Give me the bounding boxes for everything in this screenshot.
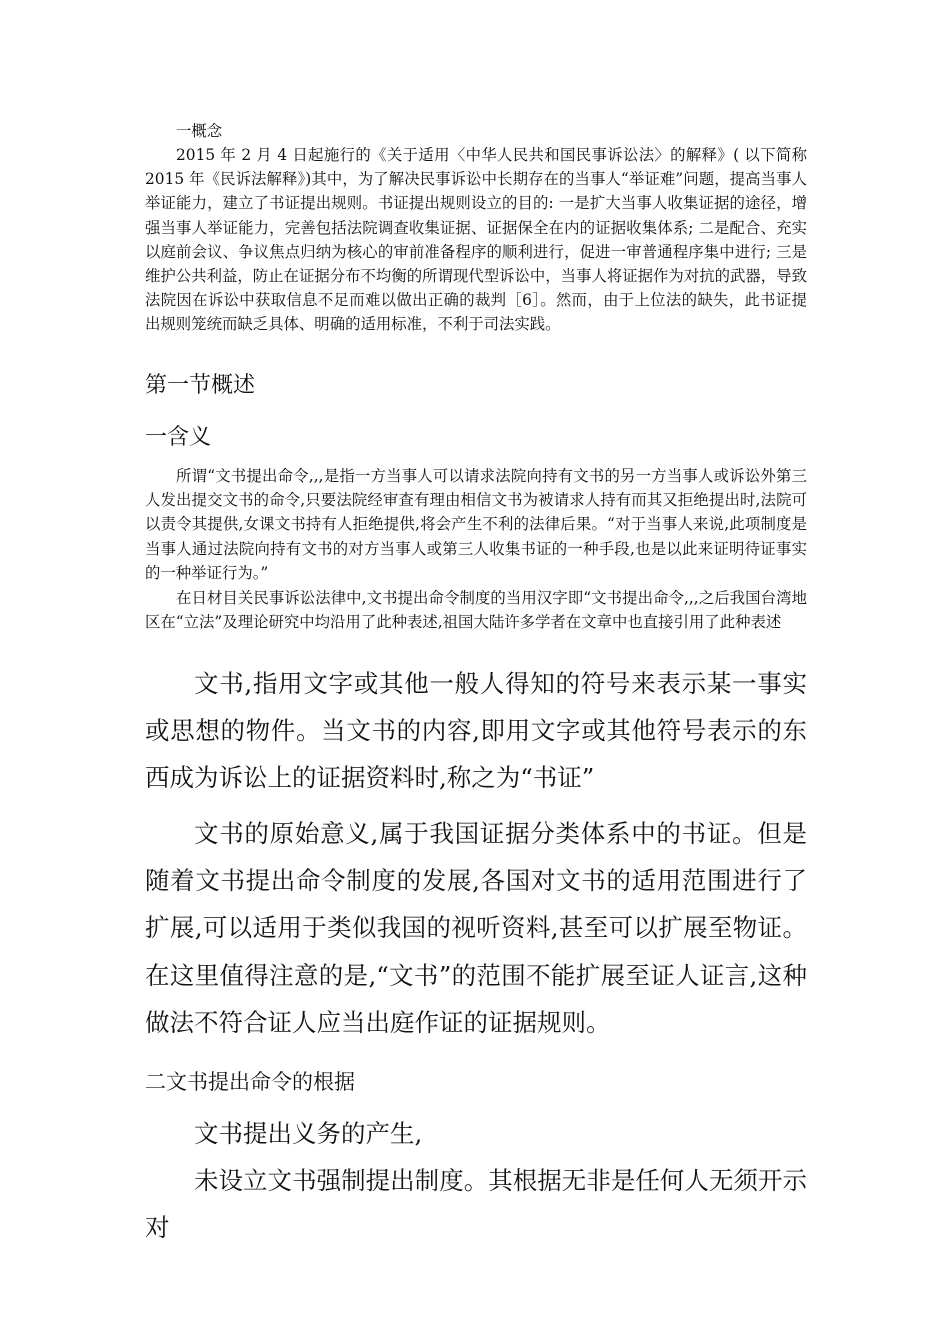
document-scope-paragraph: 文书的原始意义,属于我国证据分类体系中的书证。但是随着文书提出命令制度的发展,各国对文书的适用范围进行了扩展,可以适用于类似我国的视听资料,甚至可以扩展至物证。在这里值得注意的是,“文书”的范围不能扩展至证人证言,这种做法不符合证人应当出庭作证的证据规则。	[145, 819, 807, 1037]
document-definition-paragraph: 文书,指用文字或其他一般人得知的符号来表示某一事实或思想的物件。当文书的内容,即用文字或其他符号表示的东西成为诉讼上的证据资料时,称之为“书证”	[145, 669, 807, 793]
compulsory-line: 未设立文书强制提出制度。其根据无非是任何人无须开示对	[145, 1166, 807, 1243]
subheading-meaning: 一含义	[145, 425, 212, 450]
terminology-paragraph: 在日材目关民事诉讼法律中,文书提出命令制度的当用汉字即“文书提出命令,,,之后我国台湾地区在“立法”及理论研究中均沿用了此种表述,祖国大陆许多学者在文章中也直接引用了此种表述	[145, 589, 807, 632]
definition-paragraph: 所谓“文书提出命令,,,是指一方当事人可以请求法院向持有文书的另一方当事人或诉讼外第三人发出提交文书的命令,只要法院经审查有理由相信文书为被请求人持有而其又拒绝提出时,法院可以责令其提供,女课文书持有人拒绝提供,将会产生不利的法律后果。“对于当事人来说,此项制度是当事人通过法院向持有文书的对方当事人或第三人收集书证的一种手段,也是以此来证明待证事实的一种举证行为。”	[145, 467, 807, 582]
subheading-basis: 二文书提出命令的根据	[145, 1070, 355, 1094]
section-title-concept: 一概念	[176, 122, 223, 140]
intro-paragraph: 2015 年 2 月 4 日起施行的《关于适用〈中华人民共和国民事诉讼法〉的解释》( 以下简称 2015 年《民诉法解释》)其中，为了解决民事诉讼中长期存在的当事人“举证难”问题，提高当事人举证能力，建立了书证提出规则。书证提出规则设立的目的: 一是扩大当事人收集证据的途径，增强当事人举证能力，完善包括法院调查收集证据、证据保全在内的证据收集体系; 二是配合、充实以庭前会议、争议焦点归纳为核心的审前准备程序的顺利进行，促进一审普通程序集中进行; 三是维护公共利益，防止在证据分布不均衡的所谓现代型诉讼中，当事人将证据作为对抗的武器，导致法院因在诉讼中获取信息不足而难以做出正确的裁判［6］。然而，由于上位法的缺失，此书证提出规则笼统而缺乏具体、明确的适用标准，不利于司法实践。	[145, 146, 807, 334]
obligation-line: 文书提出义务的产生,	[194, 1119, 423, 1148]
chapter-heading-overview: 第一节概述	[145, 373, 256, 398]
